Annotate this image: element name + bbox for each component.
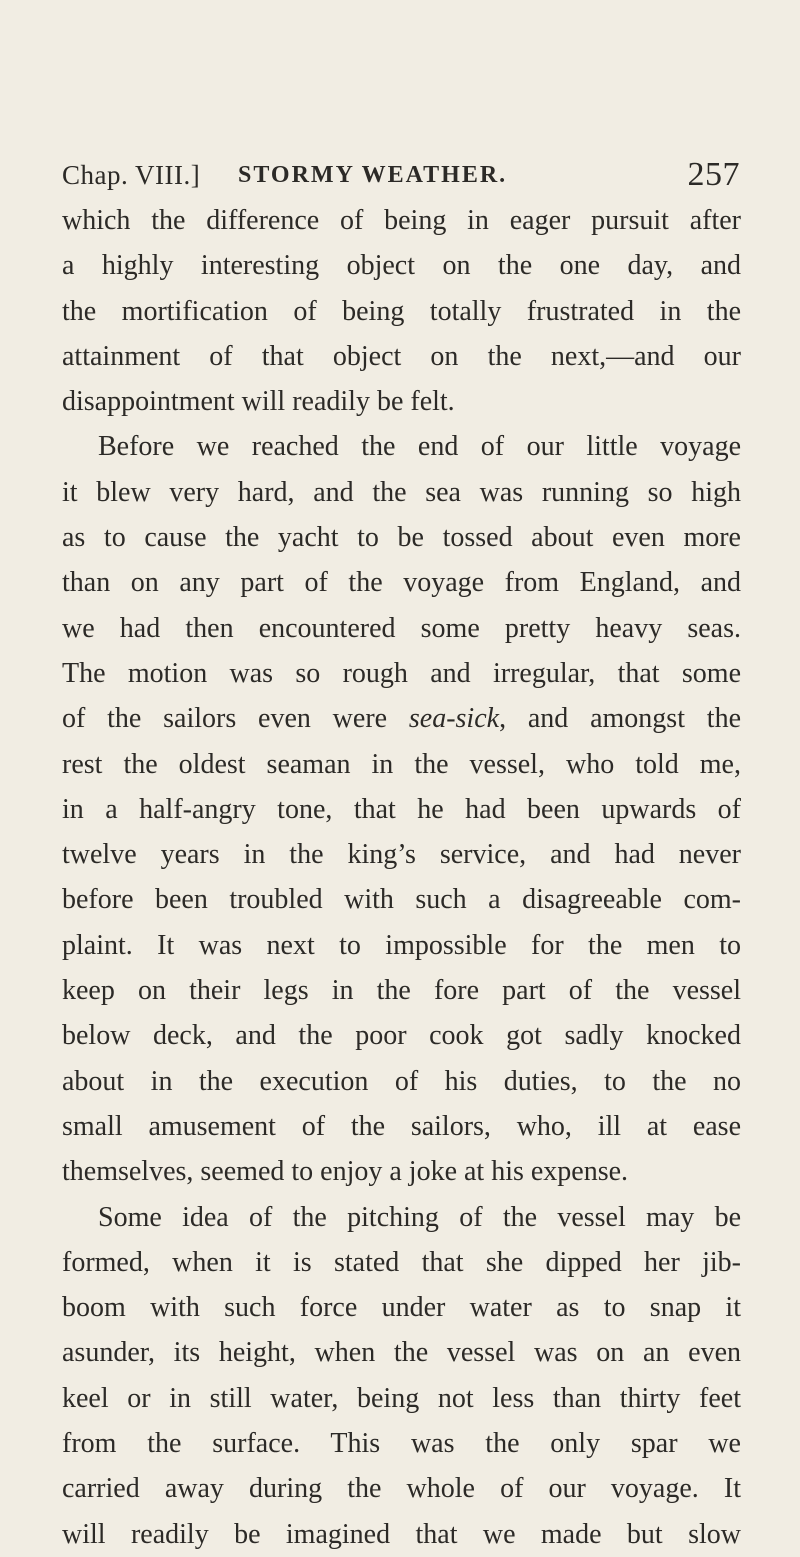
text-line: Some idea of the pitching of the vessel may be bbox=[98, 1201, 741, 1233]
body-text bbox=[62, 198, 741, 1557]
text-line: themselves, seemed to enjoy a joke at his expense. bbox=[62, 1156, 629, 1188]
text-line: we had then encountered some pretty heavy seas. bbox=[62, 612, 741, 644]
text-line: about in the execution of his duties, to the no bbox=[62, 1065, 741, 1097]
text-line: formed, when it is stated that she dipped her jib- bbox=[62, 1246, 741, 1278]
text-line: keel or in still water, being not less than thirty feet bbox=[62, 1382, 741, 1414]
text-line: will readily be imagined that we made but slow bbox=[62, 1518, 741, 1550]
text-line: twelve years in the king’s service, and had never bbox=[62, 839, 741, 871]
text-line: from the surface. This was the only spar we bbox=[62, 1428, 741, 1460]
emphasized-word: sea-sick bbox=[408, 703, 500, 735]
text-line: asunder, its height, when the vessel was on an even bbox=[62, 1337, 741, 1369]
text-line: it blew very hard, and the sea was running so high bbox=[62, 476, 741, 508]
chapter-label: Chap. VIII.] bbox=[62, 160, 201, 190]
text-line: disappointment will readily be felt. bbox=[62, 386, 455, 418]
text-line: plaint. It was next to impossible for the men to bbox=[62, 929, 741, 961]
text-line: the mortification of being totally frustrated in the bbox=[62, 295, 741, 327]
text-line: a highly interesting object on the one day, and bbox=[62, 250, 741, 282]
text-line: below deck, and the poor cook got sadly knocked bbox=[62, 1020, 741, 1052]
text-line: carried away during the whole of our voyage. It bbox=[62, 1473, 741, 1505]
text-line: as to cause the yacht to be tossed about even more bbox=[62, 522, 741, 554]
text-line: in a half-angry tone, that he had been upwards of bbox=[62, 793, 741, 825]
text-line: of the sailors even were sea-sick, and amongst the bbox=[62, 703, 741, 735]
text-line: than on any part of the voyage from England, and bbox=[62, 567, 741, 599]
text-line: keep on their legs in the fore part of the vessel bbox=[62, 975, 741, 1007]
running-title: STORMY WEATHER. bbox=[238, 162, 508, 188]
text-line: rest the oldest seaman in the vessel, who told me, bbox=[62, 748, 741, 780]
text-line: attainment of that object on the next,—and our bbox=[62, 340, 741, 372]
page-number: 257 bbox=[687, 156, 740, 193]
text-line: before been troubled with such a disagreeable com- bbox=[62, 884, 741, 916]
text-line: small amusement of the sailors, who, ill at ease bbox=[62, 1110, 741, 1142]
text-line: which the difference of being in eager pursuit after bbox=[62, 205, 741, 236]
text-line: boom with such force under water as to snap it bbox=[62, 1292, 741, 1324]
running-head bbox=[62, 156, 740, 200]
text-line: The motion was so rough and irregular, that some bbox=[62, 657, 741, 689]
text-line: Before we reached the end of our little voyage bbox=[98, 431, 741, 463]
